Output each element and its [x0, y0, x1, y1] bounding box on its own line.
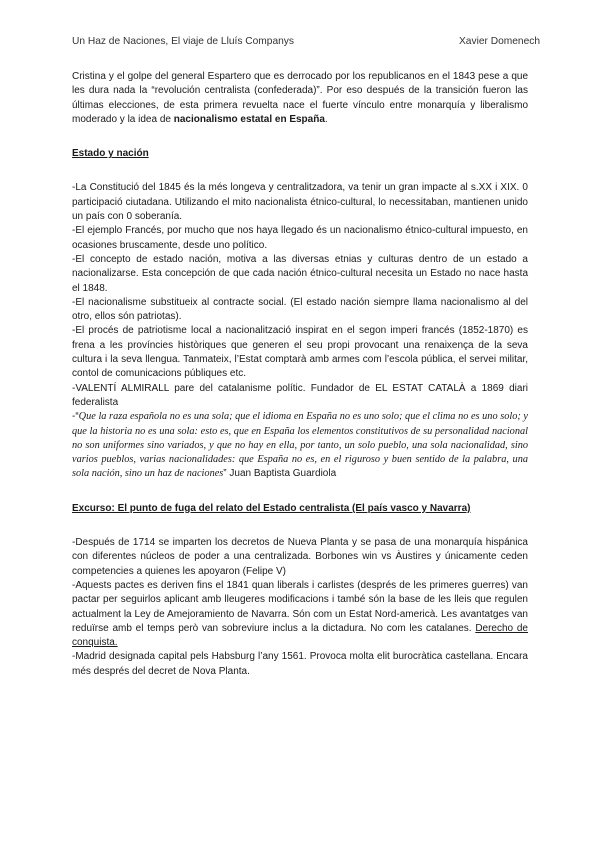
section2-paragraph: [72, 579, 528, 650]
quote-prefix: -“: [72, 411, 79, 423]
intro-bold-text: nacionalismo estatal en España: [173, 113, 325, 125]
header-author: Xavier Domenech: [459, 36, 540, 47]
section1-paragraph: -El nacionalisme substitueix al contracte social. (El estado nación siempre llama nacionalismo al del otro, ellos són patriotas).: [72, 296, 528, 323]
section2-paragraph: -Después de 1714 se imparten los decretos de Nueva Planta y se pasa de una monarquía hispánica con diferentes núcleos de poder a una centralizada. Borbones win vs Àustires y únicamente ceden competencies a quienes les apoyaron (Felipe V): [72, 537, 528, 577]
section1-paragraph: -El concepto de estado nación, motiva a las diversas etnias y culturas dentro de un estado a nacionalizarse. Esta concepción de que cada nación étnico-cultural necesita un Estado no nace hasta el 1848.: [72, 253, 528, 294]
section2-paragraph: -Madrid designada capital pels Habsburg l’any 1561. Provoca molta elit burocràtica castellana. Encara més després del decret de Nova Planta.: [72, 651, 528, 677]
intro-text: Cristina y el golpe del general Espartero que es derrocado por los republicanos en el 1843 pese a que les dura nada la “revolución centralista (confederada)”. Por eso después de la transición fueron las últimas elecciones, de esta primera revuelta nace el fuerte vínculo entre monarquía y liberalismo moderado y la idea de: [72, 71, 528, 125]
section1-paragraph: -El procés de patriotisme local a nacionalització inspirat en el segon imperi francés (1852-1870) es frena a les províncies històriques que generen el seu propi provocant una renaixença de la seva cultura i la seva llengua. Tanmateix, l’Estat comptarà amb armes com l’escola pública, el servei militar, contol de comunicacions públiques etc.: [72, 325, 528, 380]
derecho-conquista-text: Derecho de conquista.: [72, 622, 528, 649]
document-body: [72, 70, 528, 679]
header-title: Un Haz de Naciones, El viaje de Lluís Companys: [72, 36, 294, 47]
quote-attribution: ” Juan Baptista Guardiola: [223, 468, 337, 480]
section-heading-excurso: Excurso: El punto de fuga del relato del Estado centralista (El país vasco y Navarra): [72, 502, 471, 514]
page-header: [72, 36, 540, 47]
section1-paragraph: -La Constitució del 1845 és la més longeva y centralitzadora, va tenir un gran impacte al s.XX i XIX. 0 participació ciutadana. Utilizando el mito nacionalista étnico-cultural, lo necessitaban, mantienen unido un país con 0 soberanía.: [72, 182, 528, 223]
section1-paragraph: -VALENTÍ ALMIRALL pare del catalanisme polític. Fundador de EL ESTAT CATALÀ a 1869 diari federalista: [72, 382, 528, 408]
intro-paragraph: [72, 70, 528, 127]
section1-paragraph: -El ejemplo Francés, por mucho que nos haya llegado és un nacionalismo étnico-cultural impuesto, en ocasiones bruscamente, desde uno político.: [72, 225, 528, 251]
quote-paragraph: [72, 410, 528, 481]
quote-text: Que la raza española no es una sola; que el idioma en España no es uno solo; que el clima no es uno solo; y que la historia no es una sola: esto es, que en España los elementos constitutivos de su personalidad nacional no son uniformes sino variados, y que no hay en ella, por tanto, un solo pueblo, una sola nacionalidad, sino varios pueblos, varias nacionalidades: que España no es, en el riguroso y buen sentido de la palabra, una sola nación, sino un haz de naciones: [72, 411, 528, 480]
intro-end: .: [324, 113, 328, 125]
section2-p2-text: -Aquests pactes es deriven fins el 1841 quan liberals i carlistes (després de les primeres guerres) van pactar per seguirlos aplicant amb lleugeres modificacions i també són la base de les lleis que regulen actualment la Ley de Amejoramiento de Navarra. Són com un Estat Nord-americà. Les avantatges van reduïrse amb el temps però van sobreviure inclus a la dictadura. No com les catalanes.: [72, 579, 528, 634]
section-heading-estado-nacion: Estado y nación: [72, 148, 149, 160]
